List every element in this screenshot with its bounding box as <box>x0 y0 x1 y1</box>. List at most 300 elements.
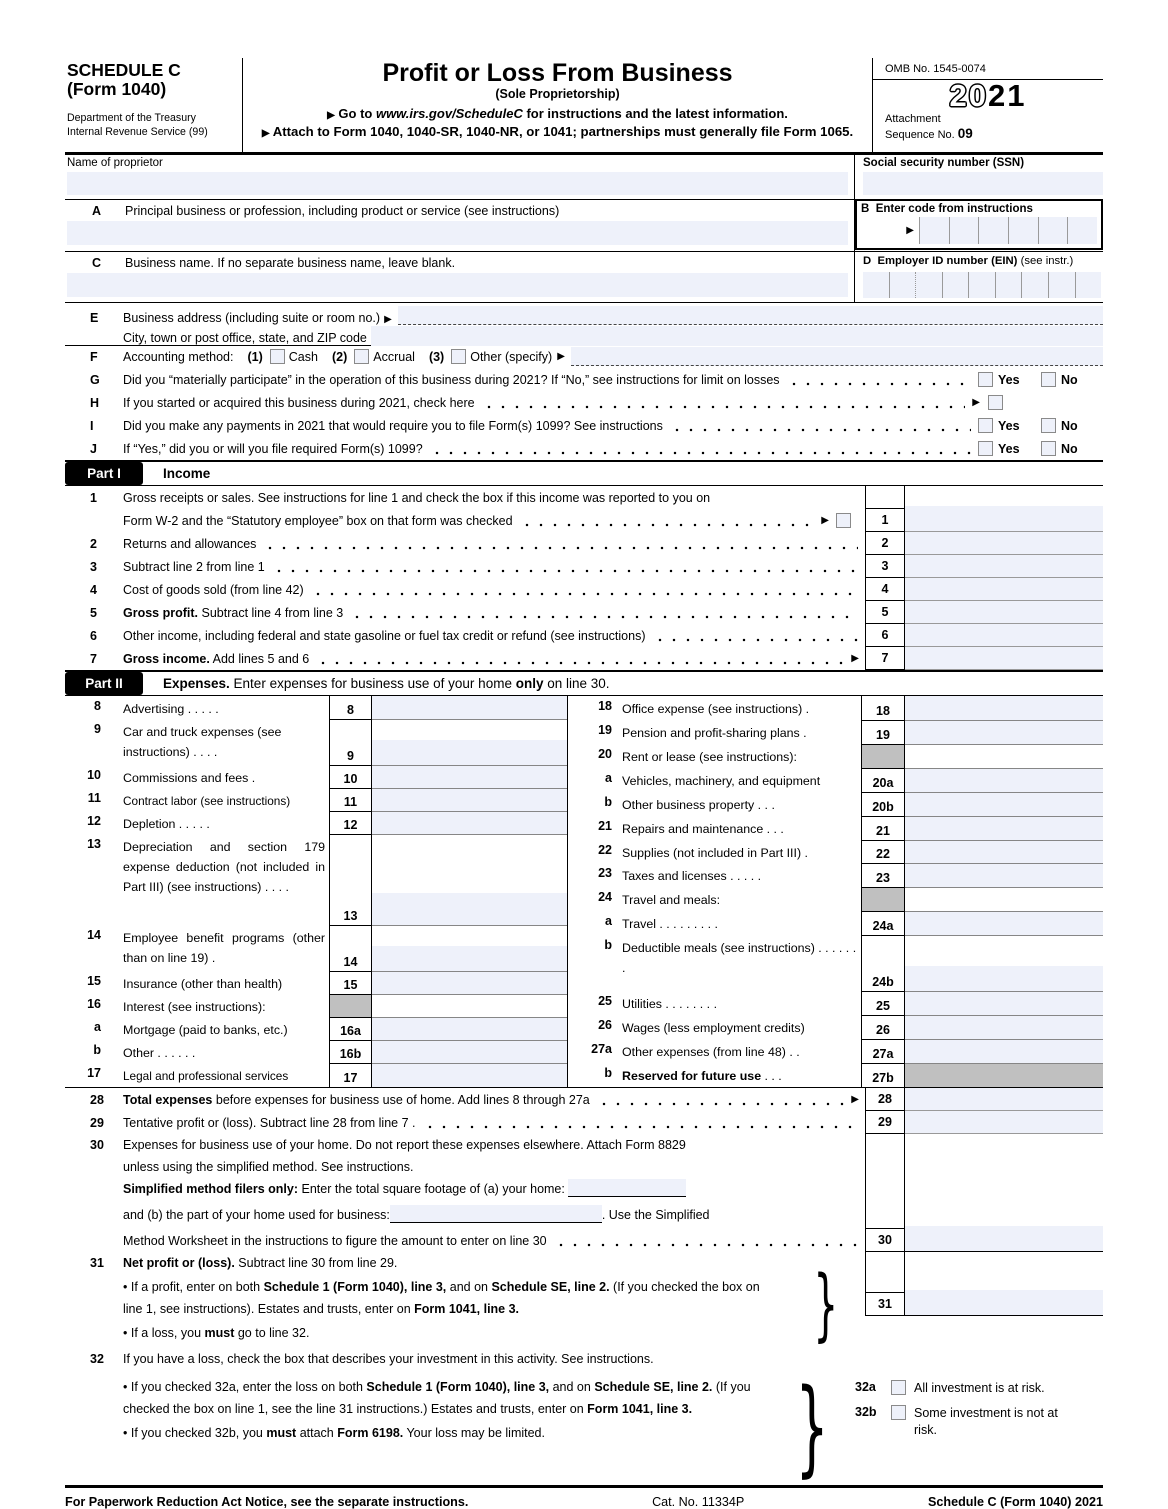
line-16b-box: 16b <box>329 1040 372 1063</box>
expenses-right-column <box>568 696 1103 1087</box>
income-row-4: 4 Cost of goods sold (from line 42) 4 <box>65 578 1103 601</box>
pension-label: Pension and profit-sharing plans . <box>622 725 807 740</box>
line-31-bullet-profit: • If a profit, enter on both Schedule 1 (Form 1040), line 3, and on Schedule SE, line 2. (If you checked the box on line 1, see instructions). Estates and trusts, enter on Form 1041, line 3. <box>123 1280 760 1316</box>
business-name-field[interactable] <box>67 273 848 297</box>
repairs-label: Repairs and maintenance . . . <box>622 821 784 836</box>
statutory-employee-checkbox[interactable] <box>836 513 851 528</box>
net-profit-row-31: 31 Net profit or (loss). Subtract line 30 from line 29. • If a profit, enter on both Schedule 1 (Form 1040), line 3, and on Schedule SE, line 2. (If you checked the box on line 1, see instructions). Estates and trusts, enter on Form 1041, line 3. • If a loss, you must go to line 32. } 31 <box>65 1252 1103 1344</box>
form-id-block <box>65 58 243 152</box>
irs-url: www.irs.gov/ScheduleC <box>375 106 523 121</box>
part1-tag: Part I <box>65 462 143 485</box>
line-16-box-shaded <box>329 994 372 1017</box>
expense-row-9: 9 Car and truck expenses (see instructions) . . . . 9 <box>65 719 567 765</box>
line-c-letter: C <box>92 256 102 270</box>
attach-instructions-line: ▶ Attach to Form 1040, 1040-SR, 1040-NR, or 1041; partnerships must generally file Form 1065. <box>261 124 854 139</box>
option-32a: 32a All investment is at risk. <box>855 1380 1103 1397</box>
employee-benefit-label: Employee benefit programs (other than on line 19) . <box>123 931 325 966</box>
line-e-letter: E <box>90 311 99 325</box>
accrual-label: Accrual <box>373 349 415 364</box>
ein-digit-cell[interactable] <box>915 272 942 298</box>
expense-row-16a: a Mortgage (paid to banks, etc.) 16a <box>65 1017 567 1040</box>
row-h <box>65 391 1103 414</box>
all-investment-checkbox[interactable] <box>891 1380 906 1395</box>
line-31-bullet-loss: • If a loss, you must go to line 32. <box>123 1326 310 1340</box>
income-row-5: 5 Gross profit. Subtract line 4 from line 3 5 <box>65 601 1103 624</box>
line-14-amount-field[interactable] <box>372 946 567 971</box>
line-32-bullet-32b: • If you checked 32b, you must attach Form 6198. Your loss may be limited. <box>123 1426 545 1440</box>
expense-row-21: 21 Repairs and maintenance . . . 21 <box>568 816 1103 840</box>
depletion-label: Depletion . . . . . <box>123 816 210 831</box>
line-1-label2: Form W-2 and the “Statutory employee” box on that form was checked <box>123 513 513 528</box>
line-28-box: 28 <box>865 1088 905 1111</box>
line-17-box: 17 <box>329 1063 372 1087</box>
other-method-specify-field[interactable] <box>571 347 1103 366</box>
attachment-sequence: Attachment Sequence No. 09 <box>885 112 973 142</box>
principal-business-field[interactable] <box>67 221 848 245</box>
line-4-box: 4 <box>865 578 905 601</box>
line-d-note: (see instr.) <box>1017 255 1074 267</box>
paperwork-notice: For Paperwork Reduction Act Notice, see the separate instructions. <box>65 1495 469 1509</box>
row-g <box>65 368 1103 391</box>
ein-digit-cell[interactable] <box>942 272 969 298</box>
expense-row-25: 25 Utilities . . . . . . . . 25 <box>568 991 1103 1015</box>
line-6-label: Other income, including federal and state gasoline or fuel tax credit or refund (see instructions) <box>123 628 646 643</box>
part2-title: Expenses. Enter expenses for business use of your home only on line 30. <box>163 676 610 691</box>
ein-digit-cell[interactable] <box>889 272 916 298</box>
line-16-blank <box>372 994 567 1017</box>
arrow-right-icon: ▶ <box>851 653 859 664</box>
line-19-amount-field[interactable] <box>905 720 1103 744</box>
line-12-box: 12 <box>329 811 372 834</box>
line-24b-amount-field[interactable] <box>905 966 1103 991</box>
code-digit-cell[interactable] <box>1067 217 1097 244</box>
arrow-right-icon: ▶ <box>384 314 392 325</box>
line-14-box: 14 <box>329 925 372 971</box>
line-21-box: 21 <box>861 816 905 840</box>
other-interest-label: Other . . . . . . <box>123 1046 196 1061</box>
line-5-amount-field[interactable] <box>905 601 1103 624</box>
catalog-number: Cat. No. 11334P <box>652 1495 745 1509</box>
dot-leader <box>430 437 971 460</box>
vehicles-machinery-label: Vehicles, machinery, and equipment <box>622 773 821 788</box>
arrow-right-icon: ▶ <box>851 1094 859 1105</box>
line-27a-amount-field[interactable] <box>905 1039 1103 1063</box>
omb-number: OMB No. 1545-0074 <box>873 58 1103 80</box>
j-yes-checkbox[interactable] <box>978 441 993 456</box>
dot-leader <box>597 1088 845 1111</box>
arrow-right-icon: ▶ <box>906 225 914 236</box>
income-row-6: 6 Other income, including federal and state gasoline or fuel tax credit or refund (see instructions) 6 <box>65 624 1103 647</box>
code-digit-cell[interactable] <box>949 217 979 244</box>
home-square-footage-field[interactable] <box>568 1179 686 1197</box>
expense-row-27b: b Reserved for future use . . . 27b <box>568 1063 1103 1087</box>
line-25-box: 25 <box>861 991 905 1015</box>
ssn-field[interactable] <box>863 172 1103 195</box>
line-d-cell <box>855 252 1103 302</box>
line-g-label: Did you “materially participate” in the operation of this business during 2021? If “No,” see instructions for limit on losses <box>123 372 780 387</box>
line-31-amount-field[interactable] <box>905 1290 1103 1315</box>
travel-meals-label: Travel and meals: <box>622 893 721 908</box>
line-d-letter: D <box>863 255 872 267</box>
line-4-label: Cost of goods sold (from line 42) <box>123 582 304 597</box>
ein-digit-cell[interactable] <box>863 272 889 298</box>
mortgage-label: Mortgage (paid to banks, etc.) <box>123 1023 288 1038</box>
expense-row-10: 10 Commissions and fees . 10 <box>65 765 567 788</box>
line-20-blank <box>905 744 1103 768</box>
name-of-proprietor-label: Name of proprietor <box>67 157 163 169</box>
arrow-right-icon: ▶ <box>972 397 980 408</box>
omb-year-block <box>873 58 1103 152</box>
line-16a-box: 16a <box>329 1017 372 1040</box>
department-label: Department of the Treasury <box>67 111 196 124</box>
line-20b-amount-field[interactable] <box>905 792 1103 816</box>
name-ssn-row <box>65 155 1103 200</box>
tax-year: 2021 <box>949 78 1027 113</box>
line-17-amount-field[interactable] <box>372 1063 567 1087</box>
line-7-box: 7 <box>865 647 905 670</box>
income-row-1 <box>65 486 1103 532</box>
line-19-box: 19 <box>861 720 905 744</box>
dot-leader <box>482 391 966 414</box>
insurance-label: Insurance (other than health) <box>123 977 283 992</box>
line-20a-amount-field[interactable] <box>905 768 1103 792</box>
line-27b-box: 27b <box>861 1063 905 1087</box>
other-method-label: Other (specify) <box>470 349 553 364</box>
expenses-grid <box>65 696 1103 1088</box>
dot-leader <box>520 509 815 532</box>
expense-row-26: 26 Wages (less employment credits) 26 <box>568 1015 1103 1039</box>
line-13-amount-field[interactable] <box>372 893 567 925</box>
code-digit-cell[interactable] <box>1038 217 1068 244</box>
expense-row-20a: a Vehicles, machinery, and equipment 20a <box>568 768 1103 792</box>
h-checkbox[interactable] <box>988 395 1003 410</box>
line-g-letter: G <box>90 372 100 387</box>
expense-row-20b: b Other business property . . . 20b <box>568 792 1103 816</box>
line-32-label: If you have a loss, check the box that describes your investment in this activity. See instructions. <box>123 1352 654 1366</box>
line-j-letter: J <box>90 441 97 456</box>
line-i-label: Did you make any payments in 2021 that would require you to file Form(s) 1099? See instructions <box>123 418 663 433</box>
part1-header-bar <box>65 460 1103 486</box>
line-31-box: 31 <box>866 1292 904 1315</box>
dot-leader <box>554 1230 858 1252</box>
expense-row-13: 13 Depreciation and section 179 expense deduction (not included in Part III) (see instructions) . . . . 13 <box>65 834 567 926</box>
line-5-box: 5 <box>865 601 905 624</box>
g-yes-checkbox[interactable] <box>978 372 993 387</box>
proprietor-name-field[interactable] <box>67 172 848 195</box>
expense-row-17: 17 Legal and professional services 17 <box>65 1063 567 1087</box>
city-state-zip-line <box>65 325 1103 346</box>
footer <box>65 1488 1103 1509</box>
line-30-simplified: Simplified method filers only: Enter the total square footage of (a) your home: <box>65 1178 865 1204</box>
line-b-cell <box>855 200 1103 251</box>
row-f: F Accounting method: (1) Cash (2) Accrual (3) Other (specify) ▶ <box>65 345 1103 368</box>
line-h-letter: H <box>90 395 100 410</box>
code-digit-cell[interactable] <box>978 217 1008 244</box>
line-7-amount-field[interactable] <box>905 647 1103 670</box>
tentative-profit-row-29: 29 Tentative profit or (loss). Subtract line 28 from line 7 . 29 <box>65 1111 1103 1134</box>
line-5-label: Gross profit. Subtract line 4 from line 3 <box>123 605 344 620</box>
line-27a-box: 27a <box>861 1039 905 1063</box>
line-15-amount-field[interactable] <box>372 971 567 994</box>
line-22-amount-field[interactable] <box>905 840 1103 864</box>
at-risk-row-32: 32 If you have a loss, check the box that describes your investment in this activity. See instructions. • If you checked 32a, enter the loss on both Schedule 1 (Form 1040), line 3, and on Schedule SE, line 2. (If you checked the box on line 1, see the line 31 instructions.) Estates and trusts, enter on Form 1041, line 3. • If you checked 32b, you must attach Form 6198. Your loss may be limited. } 32a All investment is at risk. 32b Some investment is not at risk. <box>65 1348 1103 1476</box>
line-13-box: 13 <box>329 834 372 926</box>
form-footer-id: Schedule C (Form 1040) 2021 <box>928 1495 1103 1509</box>
rent-lease-label: Rent or lease (see instructions): <box>622 749 797 764</box>
line-6-amount-field[interactable] <box>905 624 1103 647</box>
line-i-yes-no: Yes No <box>978 418 1103 433</box>
line-16a-amount-field[interactable] <box>372 1017 567 1040</box>
code-digit-cell[interactable] <box>1008 217 1038 244</box>
line-22-box: 22 <box>861 840 905 864</box>
supplies-label: Supplies (not included in Part III) . <box>622 845 808 860</box>
interest-label: Interest (see instructions): <box>123 1000 266 1015</box>
line-6-box: 6 <box>865 624 905 647</box>
utilities-label: Utilities . . . . . . . . <box>622 997 718 1012</box>
some-investment-checkbox[interactable] <box>891 1405 906 1420</box>
line-24-blank <box>905 887 1103 911</box>
business-code-box <box>855 199 1103 250</box>
expense-row-15: 15 Insurance (other than health) 15 <box>65 971 567 994</box>
line-30-business-part: and (b) the part of your home used for business: . Use the Simplified <box>65 1204 865 1230</box>
ein-cells <box>863 272 1101 298</box>
business-square-footage-field[interactable] <box>390 1205 602 1223</box>
arrow-right-icon: ▶ <box>557 351 565 362</box>
expense-row-11: 11 Contract labor (see instructions) 11 <box>65 788 567 811</box>
expense-row-12: 12 Depletion . . . . . 12 <box>65 811 567 834</box>
line-2-box: 2 <box>865 532 905 555</box>
line-26-amount-field[interactable] <box>905 1015 1103 1039</box>
depreciation-label: Depreciation and section 179 expense deduction (not included in Part III) (see instructions) . . . . <box>123 839 325 894</box>
brace-32: } <box>795 1366 829 1488</box>
line-23-box: 23 <box>861 863 905 887</box>
dot-leader <box>423 1111 859 1134</box>
income-row-2: 2 Returns and allowances 2 <box>65 532 1103 555</box>
line-27b-reserved-shaded <box>905 1063 1103 1087</box>
line-10-amount-field[interactable] <box>372 765 567 788</box>
expenses-left-column <box>65 696 568 1087</box>
accrual-checkbox[interactable] <box>354 349 369 364</box>
line-j-label: If “Yes,” did you or will you file required Form(s) 1099? <box>123 441 423 456</box>
dot-leader <box>787 368 971 391</box>
line-12-amount-field[interactable] <box>372 811 567 834</box>
line-20a-box: 20a <box>861 768 905 792</box>
business-address-line <box>65 304 1103 325</box>
income-row-3: 3 Subtract line 2 from line 1 3 <box>65 555 1103 578</box>
form-number: (Form 1040) <box>67 78 167 99</box>
line-30-worksheet: Method Worksheet in the instructions to figure the amount to enter on line 30 <box>65 1230 865 1252</box>
home-office-row-30: 30 Expenses for business use of your home. Do not report these expenses elsewhere. Attach Form 8829 unless using the simplified method. See instructions. Simplified method filers only: Enter the total square footage of (a) your home: and (b) the part of your home used for business: . Use the Simplified Method Worksheet in the instructions to figure the amount to enter on line 30 30 <box>65 1134 1103 1252</box>
code-digit-cell[interactable] <box>919 217 949 244</box>
ein-digit-cell[interactable] <box>995 272 1022 298</box>
line-30-amount-field[interactable] <box>905 1226 1103 1251</box>
line-11-amount-field[interactable] <box>372 788 567 811</box>
arrow-right-icon: ▶ <box>821 515 829 526</box>
row-a-b <box>65 200 1103 252</box>
travel-label: Travel . . . . . . . . . <box>622 917 718 932</box>
dot-leader <box>316 647 844 670</box>
line-25-amount-field[interactable] <box>905 991 1103 1015</box>
other-property-label: Other business property . . . <box>622 797 775 812</box>
goto-instructions-line: ▶ Go to www.irs.gov/ScheduleC for instructions and the latest information. <box>327 106 788 121</box>
form-title-block <box>243 58 873 152</box>
line-20-box-shaded <box>861 744 905 768</box>
arrow-right-icon: ▶ <box>261 128 270 139</box>
line-4-amount-field[interactable] <box>905 578 1103 601</box>
line-29-label: Tentative profit or (loss). Subtract line 28 from line 7 . <box>123 1115 416 1130</box>
expense-row-20: 20 Rent or lease (see instructions): <box>568 744 1103 768</box>
line-9-amount-field[interactable] <box>372 740 567 765</box>
line-g-yes-no: Yes No <box>978 372 1103 387</box>
line-i-letter: I <box>90 418 94 433</box>
expense-row-23: 23 Taxes and licenses . . . . . 23 <box>568 863 1103 887</box>
line-30-text1: Expenses for business use of your home. Do not report these expenses elsewhere. Attach Form 8829 <box>123 1138 686 1152</box>
line-f-letter: F <box>90 349 98 364</box>
city-state-zip-field[interactable] <box>371 326 1103 346</box>
other-method-checkbox[interactable] <box>451 349 466 364</box>
taxes-licenses-label: Taxes and licenses . . . . . <box>622 869 762 884</box>
expense-row-8: 8 Advertising . . . . . 8 <box>65 696 567 719</box>
ein-digit-cell[interactable] <box>1075 272 1102 298</box>
reserved-future-label: Reserved for future use . . . <box>622 1069 782 1084</box>
expense-row-24: 24 Travel and meals: <box>568 887 1103 911</box>
line-11-box: 11 <box>329 788 372 811</box>
line-28-amount-field[interactable] <box>905 1088 1103 1111</box>
line-32-bullet-32a: • If you checked 32a, enter the loss on both Schedule 1 (Form 1040), line 3, and on Schedule SE, line 2. (If you checked the box on line 1, see the line 31 instructions.) Estates and trusts, enter on Form 1041, line 3. <box>123 1380 751 1416</box>
contract-labor-label: Contract labor (see instructions) <box>123 793 291 808</box>
line-15-box: 15 <box>329 971 372 994</box>
expense-row-22: 22 Supplies (not included in Part III) . 22 <box>568 840 1103 864</box>
expense-row-19: 19 Pension and profit-sharing plans . 19 <box>568 720 1103 744</box>
ein-digit-cell[interactable] <box>1048 272 1075 298</box>
form-subtitle: (Sole Proprietorship) <box>495 87 620 101</box>
line-20b-box: 20b <box>861 792 905 816</box>
part2-header-bar <box>65 670 1103 696</box>
expense-row-18: 18 Office expense (see instructions) . 18 <box>568 696 1103 720</box>
line-26-box: 26 <box>861 1015 905 1039</box>
arrow-right-icon: ▶ <box>327 110 335 121</box>
line-3-amount-field[interactable] <box>905 555 1103 578</box>
form-title: Profit or Loss From Business <box>382 59 733 87</box>
expense-row-24b: b Deductible meals (see instructions) . . . . . . . 24b <box>568 935 1103 991</box>
ssn-cell <box>855 155 1103 199</box>
line-30-box: 30 <box>866 1228 904 1251</box>
line-31-label: Net profit or (loss). Subtract line 30 from line 29. <box>123 1256 398 1270</box>
business-address-field[interactable] <box>398 306 1103 325</box>
schedule-label: SCHEDULE C <box>67 60 181 80</box>
at-risk-options <box>855 1348 1103 1476</box>
line-e-label: Business address (including suite or room no.) <box>123 311 381 325</box>
dot-leader <box>272 555 858 578</box>
ssn-label: Social security number (SSN) <box>863 157 1025 169</box>
accounting-method-label: Accounting method: <box>123 349 234 364</box>
name-cell <box>65 155 855 199</box>
line-29-box: 29 <box>865 1111 905 1134</box>
legal-services-label: Legal and professional services <box>123 1069 289 1084</box>
expense-row-24a: a Travel . . . . . . . . . 24a <box>568 911 1103 935</box>
line-b-label: Enter code from instructions <box>875 203 1033 215</box>
line-7-label: Gross income. Add lines 5 and 6 <box>123 651 310 666</box>
line-8-box: 8 <box>329 696 372 719</box>
line-24-box-shaded <box>861 887 905 911</box>
line-24a-box: 24a <box>861 911 905 935</box>
car-truck-label: Car and truck expenses (see instructions) . . . . <box>123 725 282 759</box>
irs-label: Internal Revenue Service (99) <box>67 125 208 138</box>
deductible-meals-label: Deductible meals (see instructions) . . . . . . . <box>622 941 857 976</box>
row-i <box>65 414 1103 437</box>
part1-title: Income <box>163 466 211 481</box>
line-24b-box: 24b <box>861 935 905 991</box>
line-8-amount-field[interactable] <box>372 696 567 719</box>
line-a-cell <box>65 200 855 251</box>
line-30-text1b: unless using the simplified method. See instructions. <box>123 1160 414 1174</box>
expense-row-14: 14 Employee benefit programs (other than on line 19) . 14 <box>65 925 567 971</box>
cash-checkbox[interactable] <box>270 349 285 364</box>
income-row-7: 7 Gross income. Add lines 5 and 6 ▶ 7 <box>65 647 1103 670</box>
line-23-amount-field[interactable] <box>905 863 1103 887</box>
line-b-letter: B <box>861 203 870 215</box>
office-expense-label: Office expense (see instructions) . <box>622 702 810 716</box>
advertising-label: Advertising . . . . . <box>123 702 219 716</box>
line-9-box: 9 <box>329 719 372 765</box>
dot-leader <box>653 624 859 647</box>
i-no-checkbox[interactable] <box>1041 418 1056 433</box>
j-no-checkbox[interactable] <box>1041 441 1056 456</box>
i-yes-checkbox[interactable] <box>978 418 993 433</box>
some-investment-label: Some investment is not at risk. <box>914 1406 1058 1437</box>
line-j-yes-no: Yes No <box>978 441 1103 456</box>
line-18-amount-field[interactable] <box>905 696 1103 720</box>
expense-row-16: 16 Interest (see instructions): <box>65 994 567 1017</box>
line-24a-amount-field[interactable] <box>905 911 1103 935</box>
line-1-amount-field[interactable] <box>905 506 1103 531</box>
brace-31: } <box>813 1260 839 1350</box>
dot-leader <box>311 578 858 601</box>
line-2-label: Returns and allowances <box>123 536 257 551</box>
line-28-label: Total expenses before expenses for business use of home. Add lines 8 through 27a <box>123 1092 590 1107</box>
line-c-label: Business name. If no separate business name, leave blank. <box>125 256 456 270</box>
total-expenses-row-28: 28 Total expenses before expenses for business use of home. Add lines 8 through 27a ▶ 28 <box>65 1088 1103 1111</box>
dot-leader <box>263 532 858 555</box>
line-10-box: 10 <box>329 765 372 788</box>
part2-tag: Part II <box>65 672 143 695</box>
form-header <box>65 58 1103 155</box>
wages-label: Wages (less employment credits) <box>622 1021 805 1036</box>
line-21-amount-field[interactable] <box>905 816 1103 840</box>
row-c-d <box>65 252 1103 303</box>
dot-leader <box>350 601 858 624</box>
expense-row-16b: b Other . . . . . . 16b <box>65 1040 567 1063</box>
cash-label: Cash <box>288 349 318 364</box>
option-32b: 32b Some investment is not at risk. <box>855 1405 1103 1439</box>
line-1-label: Gross receipts or sales. See instructions for line 1 and check the box if this income was reported to you on <box>123 490 711 505</box>
ein-digit-cell[interactable] <box>968 272 995 298</box>
line-29-amount-field[interactable] <box>905 1111 1103 1134</box>
line-number: 1 <box>90 490 97 505</box>
line-2-amount-field[interactable] <box>905 532 1103 555</box>
line-h-label: If you started or acquired this business during 2021, check here <box>123 395 475 410</box>
all-investment-label: All investment is at risk. <box>914 1381 1045 1395</box>
business-code-cells <box>861 217 1097 244</box>
row-j <box>65 437 1103 460</box>
line-18-box: 18 <box>861 696 905 720</box>
line-16b-amount-field[interactable] <box>372 1040 567 1063</box>
expense-row-27a: 27a Other expenses (from line 48) . . 27a <box>568 1039 1103 1063</box>
ein-digit-cell[interactable] <box>1021 272 1048 298</box>
line-e-label2: City, town or post office, state, and ZIP code <box>123 331 367 345</box>
line-a-letter: A <box>92 204 102 218</box>
g-no-checkbox[interactable] <box>1041 372 1056 387</box>
